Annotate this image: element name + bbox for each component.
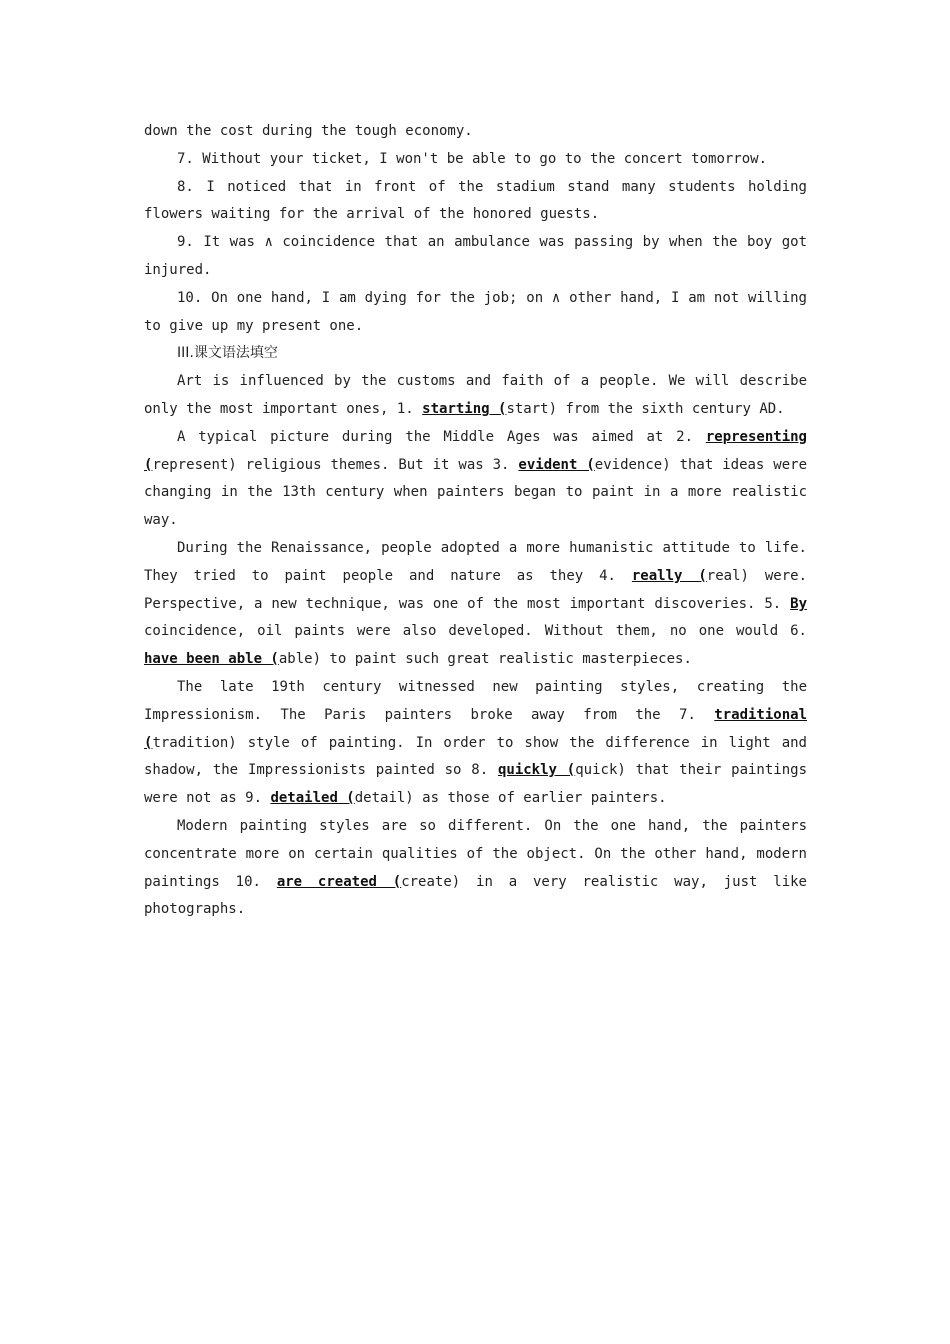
answer-9: detailed ( [270,790,355,807]
text: coincidence, oil paints were also developed. Without them, no one would 6. [144,623,807,640]
passage-paragraph-2 [144,424,807,535]
sentence-9: 9. It was ∧ coincidence that an ambulance was passing by when the boy got injured. [144,234,807,278]
answer-8: quickly ( [497,762,576,779]
sentence-8: 8. I noticed that in front of the stadium stand many students holding flowers waiting for the arrival of the honored guests. [144,178,807,223]
text: evidence) that ideas were changing in the 13th century when painters began to paint in a more realistic way. [144,456,808,529]
text: The late 19th century witnessed new painting styles, creating the Impressionism. The Paris painters broke away from the 7. [144,678,807,723]
document-page [144,118,807,924]
sentence-7: 7. Without your ticket, I won't be able to go to the concert tomorrow. [177,150,768,167]
text: Art is influenced by the customs and faith of a people. We will describe only the most important ones, 1. [144,373,807,417]
text: able) to paint such great realistic masterpieces. [278,651,692,668]
answer-3: evident ( [518,456,595,473]
text: quick) that their paintings were not as 9. [144,762,808,807]
text: A typical picture during the Middle Ages was aimed at 2. [177,428,706,445]
passage-paragraph-3 [144,535,807,674]
text: Modern painting styles are so different. On the one hand, the painters concentrate more on certain qualities of the object. On the other hand, modern paintings 10. [144,817,807,890]
sentence-6-tail: down the cost during the tough economy. [144,123,473,139]
answer-5: By [790,595,807,612]
text: During the Renaissance, people adopted a more humanistic attitude to life. They tried to paint people and nature as they 4. [144,539,807,584]
text: start) from the sixth century AD. [506,400,785,417]
section-3-heading: III.课文语法填空 [177,345,278,362]
sentence-10: 10. On one hand, I am dying for the job; on ∧ other hand, I am not willing to give up my present one. [144,289,807,334]
passage-paragraph-5 [144,813,807,924]
answer-10: are created ( [276,873,402,890]
passage-paragraph-1 [144,368,807,424]
answer-6: have been able ( [144,651,279,668]
passage-paragraph-4 [144,674,807,813]
text: detail) as those of earlier painters. [354,790,667,807]
text: create) in a very realistic way, just like photographs. [144,873,807,918]
answer-2: representing ( [144,428,807,473]
answer-7: traditional ( [144,706,807,751]
text: represent) religious themes. But it was 3. [152,456,519,473]
text: tradition) style of painting. In order to show the difference in light and shadow, the Impressionists painted so 8. [144,734,807,779]
text: real) were. Perspective, a new technique, was one of the most important discoveries. 5. [144,567,807,612]
answer-1: starting ( [422,400,507,417]
answer-4: really ( [631,567,707,584]
